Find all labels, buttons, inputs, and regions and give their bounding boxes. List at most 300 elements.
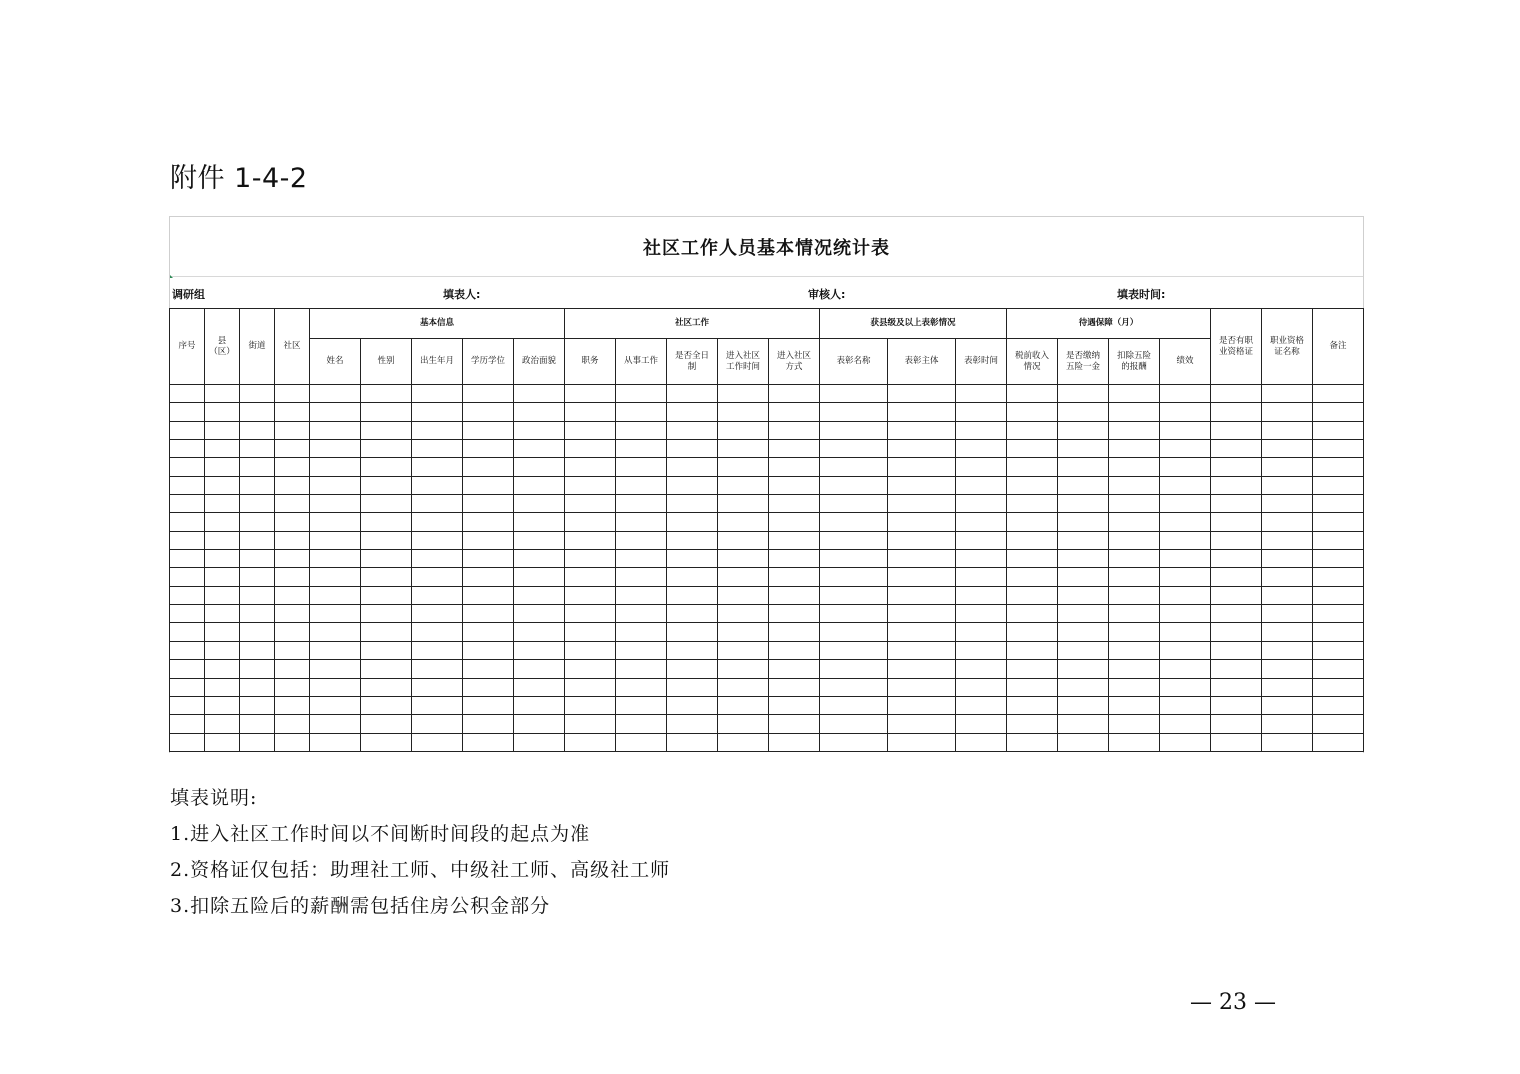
table-cell[interactable] [1211,568,1262,586]
table-cell[interactable] [888,531,956,549]
table-cell[interactable] [1007,421,1058,439]
table-cell[interactable] [514,568,565,586]
table-cell[interactable] [565,586,616,604]
table-cell[interactable] [1262,458,1313,476]
table-cell[interactable] [310,586,361,604]
table-cell[interactable] [412,605,463,623]
table-cell[interactable] [170,696,205,714]
table-cell[interactable] [1160,696,1211,714]
table-cell[interactable] [769,513,820,531]
table-cell[interactable] [565,660,616,678]
table-cell[interactable] [275,403,310,421]
table-cell[interactable] [412,550,463,568]
table-cell[interactable] [1007,458,1058,476]
table-cell[interactable] [667,641,718,659]
table-cell[interactable] [565,385,616,403]
table-cell[interactable] [412,733,463,751]
table-cell[interactable] [888,495,956,513]
table-cell[interactable] [361,531,412,549]
table-cell[interactable] [667,385,718,403]
table-cell[interactable] [820,531,888,549]
table-cell[interactable] [1007,660,1058,678]
table-cell[interactable] [888,421,956,439]
table-cell[interactable] [463,458,514,476]
table-cell[interactable] [1160,458,1211,476]
table-cell[interactable] [1313,495,1364,513]
table-cell[interactable] [1313,440,1364,458]
table-cell[interactable] [514,385,565,403]
table-cell[interactable] [888,458,956,476]
table-cell[interactable] [1313,696,1364,714]
table-cell[interactable] [310,568,361,586]
table-cell[interactable] [616,421,667,439]
table-cell[interactable] [1058,641,1109,659]
table-cell[interactable] [170,440,205,458]
table-cell[interactable] [956,715,1007,733]
table-cell[interactable] [361,623,412,641]
table-cell[interactable] [275,715,310,733]
table-cell[interactable] [1211,678,1262,696]
table-cell[interactable] [1211,513,1262,531]
table-cell[interactable] [1160,586,1211,604]
table-cell[interactable] [205,605,240,623]
table-cell[interactable] [310,715,361,733]
table-cell[interactable] [275,733,310,751]
table-cell[interactable] [1160,641,1211,659]
table-cell[interactable] [1058,733,1109,751]
table-cell[interactable] [240,641,275,659]
table-cell[interactable] [412,696,463,714]
table-cell[interactable] [275,678,310,696]
table-cell[interactable] [1109,531,1160,549]
table-cell[interactable] [361,605,412,623]
table-cell[interactable] [463,586,514,604]
table-cell[interactable] [616,586,667,604]
table-cell[interactable] [275,440,310,458]
table-cell[interactable] [718,458,769,476]
table-cell[interactable] [514,440,565,458]
table-cell[interactable] [1160,531,1211,549]
table-cell[interactable] [361,568,412,586]
table-cell[interactable] [1262,421,1313,439]
table-cell[interactable] [1160,550,1211,568]
table-cell[interactable] [1160,660,1211,678]
table-cell[interactable] [1262,550,1313,568]
table-cell[interactable] [565,403,616,421]
table-cell[interactable] [888,678,956,696]
table-cell[interactable] [1109,440,1160,458]
table-cell[interactable] [718,421,769,439]
table-cell[interactable] [1058,513,1109,531]
table-cell[interactable] [412,586,463,604]
table-cell[interactable] [820,385,888,403]
table-cell[interactable] [1058,660,1109,678]
table-cell[interactable] [361,641,412,659]
table-cell[interactable] [888,605,956,623]
table-cell[interactable] [1007,403,1058,421]
table-cell[interactable] [718,531,769,549]
table-cell[interactable] [205,495,240,513]
table-cell[interactable] [616,605,667,623]
table-cell[interactable] [1058,623,1109,641]
table-cell[interactable] [1109,495,1160,513]
table-cell[interactable] [565,568,616,586]
table-cell[interactable] [769,733,820,751]
table-cell[interactable] [565,495,616,513]
table-cell[interactable] [1211,715,1262,733]
table-cell[interactable] [565,678,616,696]
table-cell[interactable] [1160,421,1211,439]
table-cell[interactable] [667,678,718,696]
table-cell[interactable] [1109,513,1160,531]
table-cell[interactable] [1007,715,1058,733]
table-cell[interactable] [956,531,1007,549]
table-cell[interactable] [1262,623,1313,641]
table-cell[interactable] [240,550,275,568]
table-cell[interactable] [205,476,240,494]
table-cell[interactable] [361,696,412,714]
table-cell[interactable] [1007,605,1058,623]
table-cell[interactable] [820,403,888,421]
table-cell[interactable] [205,641,240,659]
table-cell[interactable] [205,733,240,751]
table-cell[interactable] [820,586,888,604]
table-cell[interactable] [667,715,718,733]
table-cell[interactable] [888,550,956,568]
table-cell[interactable] [170,623,205,641]
table-cell[interactable] [412,476,463,494]
table-cell[interactable] [667,403,718,421]
table-cell[interactable] [463,385,514,403]
table-cell[interactable] [1007,531,1058,549]
table-cell[interactable] [1313,605,1364,623]
table-cell[interactable] [1058,385,1109,403]
table-cell[interactable] [1058,458,1109,476]
table-cell[interactable] [956,733,1007,751]
table-cell[interactable] [667,660,718,678]
table-cell[interactable] [514,678,565,696]
table-cell[interactable] [412,641,463,659]
table-cell[interactable] [888,586,956,604]
table-cell[interactable] [170,715,205,733]
table-cell[interactable] [275,605,310,623]
table-cell[interactable] [1211,440,1262,458]
table-cell[interactable] [514,531,565,549]
table-cell[interactable] [565,696,616,714]
table-cell[interactable] [616,715,667,733]
table-cell[interactable] [1058,550,1109,568]
table-cell[interactable] [769,403,820,421]
table-cell[interactable] [1007,696,1058,714]
table-cell[interactable] [718,733,769,751]
table-cell[interactable] [1313,678,1364,696]
table-cell[interactable] [718,678,769,696]
table-cell[interactable] [616,458,667,476]
table-cell[interactable] [888,403,956,421]
table-cell[interactable] [1313,586,1364,604]
table-cell[interactable] [1211,623,1262,641]
table-cell[interactable] [769,458,820,476]
table-cell[interactable] [888,440,956,458]
table-cell[interactable] [820,458,888,476]
table-cell[interactable] [1262,678,1313,696]
table-cell[interactable] [956,550,1007,568]
table-cell[interactable] [275,623,310,641]
table-cell[interactable] [361,513,412,531]
table-cell[interactable] [616,678,667,696]
table-cell[interactable] [820,641,888,659]
table-cell[interactable] [1058,568,1109,586]
table-cell[interactable] [205,715,240,733]
table-cell[interactable] [1313,403,1364,421]
table-cell[interactable] [1160,678,1211,696]
table-cell[interactable] [718,623,769,641]
table-cell[interactable] [718,385,769,403]
table-cell[interactable] [463,476,514,494]
table-cell[interactable] [412,403,463,421]
table-cell[interactable] [667,586,718,604]
table-cell[interactable] [718,550,769,568]
table-cell[interactable] [1109,678,1160,696]
table-cell[interactable] [1160,623,1211,641]
table-cell[interactable] [463,696,514,714]
table-cell[interactable] [275,641,310,659]
table-cell[interactable] [1313,476,1364,494]
table-cell[interactable] [514,623,565,641]
table-cell[interactable] [205,440,240,458]
table-cell[interactable] [616,623,667,641]
table-cell[interactable] [1058,696,1109,714]
table-cell[interactable] [361,733,412,751]
table-cell[interactable] [1262,440,1313,458]
table-cell[interactable] [275,660,310,678]
table-cell[interactable] [888,660,956,678]
table-cell[interactable] [240,678,275,696]
table-cell[interactable] [1211,421,1262,439]
table-cell[interactable] [956,421,1007,439]
table-cell[interactable] [1109,550,1160,568]
table-cell[interactable] [667,440,718,458]
table-cell[interactable] [463,513,514,531]
table-cell[interactable] [1109,715,1160,733]
table-cell[interactable] [769,586,820,604]
table-cell[interactable] [240,623,275,641]
table-cell[interactable] [205,403,240,421]
table-cell[interactable] [170,476,205,494]
table-cell[interactable] [956,696,1007,714]
table-cell[interactable] [170,641,205,659]
table-cell[interactable] [956,678,1007,696]
table-cell[interactable] [514,403,565,421]
table-cell[interactable] [463,403,514,421]
table-cell[interactable] [463,421,514,439]
table-cell[interactable] [205,531,240,549]
table-cell[interactable] [310,660,361,678]
table-cell[interactable] [1211,385,1262,403]
table-cell[interactable] [361,678,412,696]
table-cell[interactable] [240,385,275,403]
table-cell[interactable] [1007,733,1058,751]
table-cell[interactable] [1211,403,1262,421]
table-cell[interactable] [412,678,463,696]
table-cell[interactable] [718,660,769,678]
table-cell[interactable] [769,385,820,403]
table-cell[interactable] [1211,641,1262,659]
table-cell[interactable] [769,623,820,641]
table-cell[interactable] [205,421,240,439]
table-cell[interactable] [412,568,463,586]
table-cell[interactable] [361,660,412,678]
table-cell[interactable] [1160,733,1211,751]
table-cell[interactable] [170,421,205,439]
table-cell[interactable] [240,495,275,513]
table-cell[interactable] [310,495,361,513]
table-cell[interactable] [514,586,565,604]
table-cell[interactable] [240,403,275,421]
table-cell[interactable] [616,550,667,568]
table-cell[interactable] [1160,513,1211,531]
table-cell[interactable] [1109,568,1160,586]
table-cell[interactable] [1211,531,1262,549]
table-cell[interactable] [1211,733,1262,751]
table-cell[interactable] [310,476,361,494]
table-cell[interactable] [667,550,718,568]
table-cell[interactable] [1109,605,1160,623]
table-cell[interactable] [463,531,514,549]
table-cell[interactable] [1262,476,1313,494]
table-cell[interactable] [463,550,514,568]
table-cell[interactable] [1262,568,1313,586]
table-cell[interactable] [769,476,820,494]
table-cell[interactable] [205,385,240,403]
table-cell[interactable] [463,715,514,733]
table-cell[interactable] [1007,385,1058,403]
table-cell[interactable] [769,715,820,733]
table-cell[interactable] [514,733,565,751]
table-cell[interactable] [1058,476,1109,494]
table-cell[interactable] [361,550,412,568]
table-cell[interactable] [820,513,888,531]
table-cell[interactable] [170,531,205,549]
table-cell[interactable] [616,513,667,531]
table-cell[interactable] [956,440,1007,458]
table-cell[interactable] [1262,586,1313,604]
table-cell[interactable] [1058,403,1109,421]
table-cell[interactable] [769,660,820,678]
table-cell[interactable] [888,513,956,531]
table-cell[interactable] [170,513,205,531]
table-cell[interactable] [240,458,275,476]
table-cell[interactable] [275,586,310,604]
table-cell[interactable] [514,550,565,568]
table-cell[interactable] [310,513,361,531]
table-cell[interactable] [463,733,514,751]
table-cell[interactable] [412,513,463,531]
table-cell[interactable] [514,421,565,439]
table-cell[interactable] [616,660,667,678]
table-cell[interactable] [1313,458,1364,476]
table-cell[interactable] [667,476,718,494]
table-cell[interactable] [769,568,820,586]
table-cell[interactable] [1262,641,1313,659]
table-cell[interactable] [310,678,361,696]
table-cell[interactable] [310,641,361,659]
table-cell[interactable] [565,623,616,641]
table-cell[interactable] [1058,605,1109,623]
table-cell[interactable] [463,605,514,623]
table-cell[interactable] [412,715,463,733]
table-cell[interactable] [1211,660,1262,678]
table-cell[interactable] [718,568,769,586]
table-cell[interactable] [1211,550,1262,568]
table-cell[interactable] [718,476,769,494]
table-cell[interactable] [240,733,275,751]
table-cell[interactable] [1109,660,1160,678]
table-cell[interactable] [361,495,412,513]
table-cell[interactable] [1313,733,1364,751]
table-cell[interactable] [1058,678,1109,696]
table-cell[interactable] [412,458,463,476]
table-cell[interactable] [170,660,205,678]
table-cell[interactable] [240,568,275,586]
table-cell[interactable] [240,531,275,549]
table-cell[interactable] [170,385,205,403]
table-cell[interactable] [956,385,1007,403]
table-cell[interactable] [1160,495,1211,513]
table-cell[interactable] [820,623,888,641]
table-cell[interactable] [205,586,240,604]
table-cell[interactable] [1313,623,1364,641]
table-cell[interactable] [170,458,205,476]
table-cell[interactable] [361,385,412,403]
table-cell[interactable] [205,568,240,586]
table-cell[interactable] [1313,531,1364,549]
table-cell[interactable] [1007,476,1058,494]
table-cell[interactable] [1160,385,1211,403]
table-cell[interactable] [769,531,820,549]
table-cell[interactable] [956,495,1007,513]
table-cell[interactable] [1313,660,1364,678]
table-cell[interactable] [1262,531,1313,549]
table-cell[interactable] [769,678,820,696]
table-cell[interactable] [1262,715,1313,733]
table-cell[interactable] [718,586,769,604]
table-cell[interactable] [1160,715,1211,733]
table-cell[interactable] [616,696,667,714]
table-cell[interactable] [1160,568,1211,586]
table-cell[interactable] [820,660,888,678]
table-cell[interactable] [412,660,463,678]
table-cell[interactable] [1007,586,1058,604]
table-cell[interactable] [1058,440,1109,458]
table-cell[interactable] [275,385,310,403]
table-cell[interactable] [667,696,718,714]
table-cell[interactable] [616,495,667,513]
table-cell[interactable] [769,440,820,458]
table-cell[interactable] [275,568,310,586]
table-cell[interactable] [514,660,565,678]
table-cell[interactable] [463,440,514,458]
table-cell[interactable] [361,421,412,439]
table-cell[interactable] [1211,696,1262,714]
table-cell[interactable] [956,623,1007,641]
table-cell[interactable] [956,513,1007,531]
table-cell[interactable] [956,641,1007,659]
table-cell[interactable] [205,458,240,476]
table-cell[interactable] [1109,458,1160,476]
table-cell[interactable] [310,440,361,458]
table-cell[interactable] [412,495,463,513]
